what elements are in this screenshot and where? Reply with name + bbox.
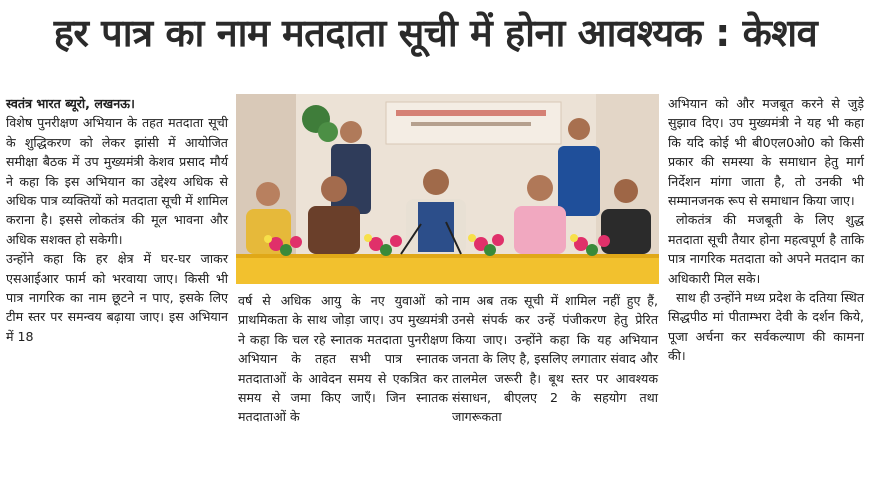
column3-paragraph: नाम अब तक सूची में शामिल नहीं हुए हैं, उनसे संपर्क कर उन्हें पंजीकरण हेतु प्रेरित किया जाए। उन्होंने कहा कि यह अभियान जनता के लिए है, इसलिए लगातार संवाद और तालमेल जरूरी है। बूथ स्तर पर आवश्यक संसाधन, बीएलए 2 के सहयोग तथा जागरूकता bbox=[452, 293, 658, 425]
column4-paragraph-1: अभियान को और मजबूत करने से जुड़े सुझाव दिए। उप मुख्यमंत्री ने यह भी कहा कि यदि कोई भी बी0एल0ओ0 को किसी प्रकार की समस्या के समाधान हेतु मार्ग निर्देशन मांगा जाता है, तो उनकी भी सम्मानजनक रूप से समाधान किया जाए। bbox=[668, 96, 864, 209]
byline: स्वतंत्र भारत ब्यूरो, लखनऊ। bbox=[6, 96, 135, 111]
column4-paragraph-3: साथ ही उन्होंने मध्य प्रदेश के दतिया स्थित सिद्धपीठ मां पीताम्भरा देवी के दर्शन किये, पूजा अर्चना कर सर्वकल्याण की कामना की। bbox=[668, 290, 864, 364]
column1-paragraph-2: उन्होंने कहा कि हर क्षेत्र में घर-घर जाकर एसआईआर फार्म को भरवाया जाए। किसी भी पात्र नागरिक का नाम छूटने न पाए, इसके लिए टीम स्तर पर समन्वय बढ़ाया जाए। इस अभियान में 18 bbox=[6, 251, 228, 344]
column2-paragraph: वर्ष से अधिक आयु के नए युवाओं को प्राथमिकता के साथ जोड़ा जाए। उप मुख्यमंत्री ने कहा कि चल रहे स्नातक मतदाता पुनरीक्षण अभियान के तहत सभी पात्र स्नातक मतदाताओं के आवेदन समय से एकत्रित कर समय से जमा किए जाएँ। जिन स्नातक मतदाताओं के bbox=[238, 293, 448, 425]
news-photo bbox=[236, 94, 659, 284]
article-column-4 bbox=[668, 94, 864, 366]
headline: हर पात्र का नाम मतदाता सूची में होना आवश्यक : केशव bbox=[53, 11, 818, 55]
column4-paragraph-2: लोकतंत्र की मजबूती के लिए शुद्ध मतदाता सूची तैयार होना महत्वपूर्ण है ताकि पात्र नागरिक मतदाता को अपने मतदान का अधिकारी मिल सके। bbox=[668, 212, 864, 286]
article-column-3 bbox=[452, 291, 658, 427]
column1-paragraph-1: विशेष पुनरीक्षण अभियान के तहत मतदाता सूची के शुद्धिकरण को लेकर झांसी में आयोजित समीक्षा बैठक में उप मुख्यमंत्री केशव प्रसाद मौर्य ने कहा कि इस अभियान का उद्देश्य अधिक से अधिक पात्र व्यक्तियों को मतदाता सूची में शामिल कराना है। इससे लोकतंत्र की मूल भावना और अधिक सशक्त हो सकेगी। bbox=[6, 115, 228, 247]
article-column-1 bbox=[6, 94, 228, 346]
meeting-photo-illustration bbox=[236, 94, 659, 284]
article-column-2 bbox=[238, 291, 448, 427]
